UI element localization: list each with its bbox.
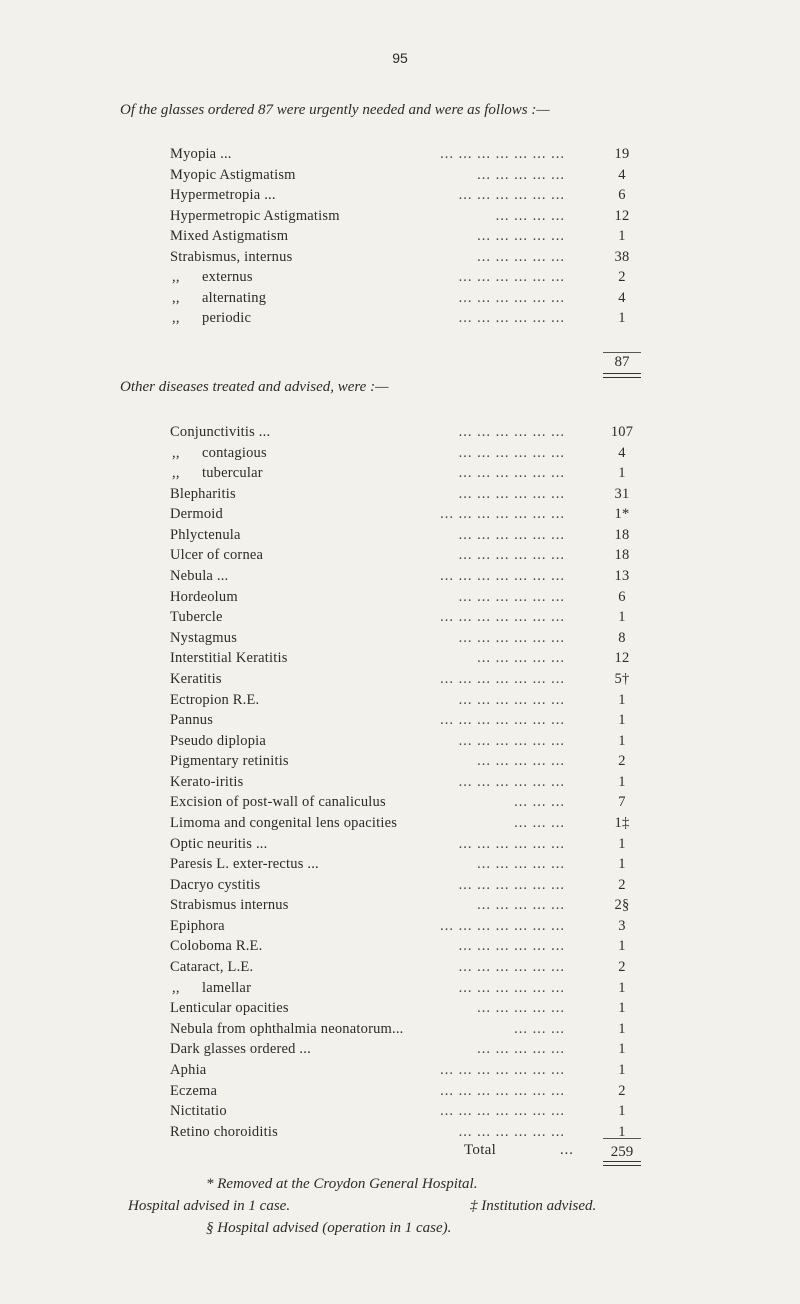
item-value: 1 xyxy=(618,856,626,873)
item-label: Dark glasses ordered ... xyxy=(170,1041,311,1058)
item-label: Pannus xyxy=(170,712,214,729)
list-item xyxy=(170,525,640,546)
item-label xyxy=(170,443,267,464)
item-value: 1 xyxy=(618,228,626,245)
item-value: 1 xyxy=(618,938,626,955)
list-item xyxy=(170,834,640,855)
list-item xyxy=(170,185,640,206)
item-label xyxy=(170,288,266,309)
item-value: 18 xyxy=(614,526,630,543)
item-label-text: alternating xyxy=(202,289,267,306)
item-value: 1 xyxy=(618,609,626,626)
item-value: 4 xyxy=(618,444,626,461)
leader-dots: ... ... ... ... ... ... ... xyxy=(440,1082,565,1099)
item-label: Pigmentary retinitis xyxy=(170,753,289,770)
leader-dots: ... ... ... ... ... xyxy=(477,897,565,914)
list-item xyxy=(170,710,640,731)
item-label: Limoma and congenital lens opacities xyxy=(170,814,398,831)
item-value: 1 xyxy=(618,691,626,708)
leader-dots: ... ... ... ... ... ... ... xyxy=(440,609,565,626)
item-label: Coloboma R.E. xyxy=(170,938,263,955)
item-value: 107 xyxy=(610,424,634,440)
leader-dots: ... ... ... ... ... ... xyxy=(458,588,565,605)
item-value: 1 xyxy=(618,1061,626,1078)
leader-dots: ... ... ... ... ... ... xyxy=(458,691,565,708)
list-item xyxy=(170,267,640,288)
item-label: Mixed Astigmatism xyxy=(170,228,289,245)
total-label: Total xyxy=(464,1142,497,1158)
leader-dots: ... ... ... ... ... ... xyxy=(458,424,565,440)
leader-dots: ... ... ... ... ... xyxy=(477,650,565,667)
item-label xyxy=(170,978,251,999)
item-label: Phlyctenula xyxy=(170,526,241,543)
leader-dots: ... ... ... ... ... ... xyxy=(458,465,565,482)
item-value: 8 xyxy=(618,629,626,646)
item-value: 1* xyxy=(614,506,630,523)
item-label-text: tubercular xyxy=(202,465,263,482)
item-value: 4 xyxy=(618,289,626,306)
item-label: Cataract, L.E. xyxy=(170,959,254,976)
leader-dots: ... ... ... ... ... ... xyxy=(458,629,565,646)
item-value: 19 xyxy=(614,146,630,162)
item-label: Dacryo cystitis xyxy=(170,876,261,893)
item-value: 18 xyxy=(614,547,630,564)
item-value: 5† xyxy=(614,670,630,687)
list-item xyxy=(170,1019,640,1040)
leader-dots: ... ... ... ... ... ... xyxy=(458,526,565,543)
item-label: Eczema xyxy=(170,1082,218,1099)
glasses-total: 87 xyxy=(614,354,630,370)
list-item xyxy=(170,206,640,227)
list-item xyxy=(170,895,640,916)
ditto-mark: ,, xyxy=(172,310,180,327)
item-label: Nebula from ophthalmia neonatorum... xyxy=(170,1020,404,1037)
list-item xyxy=(170,998,640,1019)
leader-dots: ... ... ... xyxy=(514,814,565,831)
item-value: 6 xyxy=(618,588,626,605)
ditto-mark: ,, xyxy=(172,979,180,996)
item-label: Blepharitis xyxy=(170,485,236,502)
leader-dots: ... ... ... ... ... xyxy=(477,1000,565,1017)
sum-rule xyxy=(603,352,641,353)
leader-dots: ... ... ... ... ... ... xyxy=(458,979,565,996)
item-value: 2 xyxy=(618,959,626,976)
leader-dots: ... ... ... ... ... ... ... xyxy=(440,146,565,162)
list-item xyxy=(170,751,640,772)
list-item xyxy=(170,144,640,165)
diseases-total: 259 xyxy=(610,1144,634,1160)
list-item xyxy=(170,607,640,628)
leader-dots: ... ... ... ... ... ... xyxy=(458,187,565,204)
list-item xyxy=(170,1081,640,1102)
list-item xyxy=(170,854,640,875)
leader-dots: ... ... ... ... ... ... xyxy=(458,547,565,564)
item-value: 38 xyxy=(614,248,630,265)
item-label: Nystagmus xyxy=(170,629,238,646)
footnote-double-dagger: ‡ Institution advised. xyxy=(470,1198,597,1214)
item-value: 1 xyxy=(618,465,626,482)
item-value: 1 xyxy=(618,773,626,790)
item-value: 13 xyxy=(614,568,630,585)
leader-dots: ... ... ... ... ... ... xyxy=(458,289,565,306)
item-value: 7 xyxy=(618,794,626,811)
item-label: Lenticular opacities xyxy=(170,1000,289,1017)
list-item xyxy=(170,978,640,999)
item-value: 12 xyxy=(614,650,630,667)
leader-dots: ... ... ... ... ... xyxy=(477,1041,565,1058)
list-item xyxy=(170,957,640,978)
leader-dots: ... ... ... ... ... ... xyxy=(458,732,565,749)
list-item xyxy=(170,875,640,896)
item-label: Ulcer of cornea xyxy=(170,547,264,564)
item-value: 6 xyxy=(618,187,626,204)
item-label: Keratitis xyxy=(170,670,222,687)
item-value: 1 xyxy=(618,1041,626,1058)
list-item xyxy=(170,1101,640,1122)
item-label: Conjunctivitis ... xyxy=(170,424,271,440)
item-label xyxy=(170,463,263,484)
item-value: 1 xyxy=(618,1020,626,1037)
list-item xyxy=(170,772,640,793)
leader-dots: ... ... ... ... ... ... xyxy=(458,1123,565,1140)
leader-dots: ... ... ... ... ... ... ... xyxy=(440,506,565,523)
item-value: 2 xyxy=(618,269,626,286)
item-label: Retino choroiditis xyxy=(170,1123,278,1140)
page-number: 95 xyxy=(392,50,408,66)
leader-dots: ... ... ... ... ... xyxy=(477,248,565,265)
leader-dots: ... ... ... xyxy=(514,794,565,811)
item-value: 2 xyxy=(618,753,626,770)
item-label: Excision of post-wall of canaliculus xyxy=(170,794,386,811)
list-item xyxy=(170,463,640,484)
list-item xyxy=(170,545,640,566)
leader-dots: ... ... ... ... ... ... xyxy=(458,938,565,955)
item-value: 31 xyxy=(614,485,630,502)
leader-dots: ... ... ... ... ... ... xyxy=(458,959,565,976)
list-item xyxy=(170,484,640,505)
list-item xyxy=(170,731,640,752)
item-label: Hypermetropic Astigmatism xyxy=(170,207,340,224)
item-label-text: externus xyxy=(202,269,253,286)
item-label: Paresis L. exter-rectus ... xyxy=(170,856,319,873)
list-item xyxy=(170,308,640,329)
list-item xyxy=(170,443,640,464)
list-item xyxy=(170,916,640,937)
leader-dots: ... ... ... ... ... ... xyxy=(458,269,565,286)
list-item xyxy=(170,165,640,186)
leader-dots: ... ... ... ... ... xyxy=(477,166,565,183)
list-item xyxy=(170,566,640,587)
list-item xyxy=(170,422,640,443)
leader-dots: ... ... ... ... ... ... ... xyxy=(440,712,565,729)
item-value: 2 xyxy=(618,876,626,893)
list-item xyxy=(170,648,640,669)
item-label: Ectropion R.E. xyxy=(170,691,260,708)
item-value: 2 xyxy=(618,1082,626,1099)
leader-dots: ... ... ... ... ... xyxy=(477,753,565,770)
section-heading-diseases: Other diseases treated and advised, were :— xyxy=(120,379,389,395)
item-label: Epiphora xyxy=(170,917,225,934)
leader-dots: ... ... ... ... ... ... xyxy=(458,835,565,852)
footnote-dagger: Hospital advised in 1 case. xyxy=(128,1198,291,1214)
item-label: Kerato-iritis xyxy=(170,773,244,790)
list-item xyxy=(170,813,640,834)
item-label xyxy=(170,267,253,288)
glasses-list xyxy=(170,144,640,329)
leader-dots: ... ... ... ... ... ... ... xyxy=(440,917,565,934)
item-label: Aphia xyxy=(170,1061,207,1078)
item-value: 1 xyxy=(618,979,626,996)
item-value: 3 xyxy=(618,917,626,934)
item-value: 1 xyxy=(618,1000,626,1017)
item-value: 1 xyxy=(618,712,626,729)
item-label-text: contagious xyxy=(202,444,267,461)
leader-dots: ... ... ... ... ... ... ... xyxy=(440,568,565,585)
list-item xyxy=(170,247,640,268)
item-label: Hypermetropia ... xyxy=(170,187,276,204)
leader-dots: ... ... ... ... xyxy=(495,207,565,224)
list-item xyxy=(170,587,640,608)
ditto-mark: ,, xyxy=(172,444,180,461)
item-value: 1 xyxy=(618,835,626,852)
item-value: 1 xyxy=(618,732,626,749)
item-value: 12 xyxy=(614,207,630,224)
leader-dots: ... ... ... ... ... xyxy=(477,228,565,245)
item-label: Interstitial Keratitis xyxy=(170,650,288,667)
item-label: Nictitatio xyxy=(170,1103,227,1120)
ditto-mark: ,, xyxy=(172,289,180,306)
leader-dots: ... ... ... ... ... ... ... xyxy=(440,670,565,687)
list-item xyxy=(170,690,640,711)
footnote-section: § Hospital advised (operation in 1 case). xyxy=(206,1220,452,1236)
item-value: 1‡ xyxy=(614,814,630,831)
item-value: 1 xyxy=(618,310,626,327)
double-rule xyxy=(603,1161,641,1166)
diseases-list xyxy=(170,422,640,1142)
item-label: Dermoid xyxy=(170,506,223,523)
list-item xyxy=(170,288,640,309)
item-label: Nebula ... xyxy=(170,568,229,585)
item-label: Strabismus, internus xyxy=(170,248,293,265)
list-item xyxy=(170,226,640,247)
list-item xyxy=(170,1122,640,1143)
item-value: 1 xyxy=(618,1103,626,1120)
leader-dots: ... ... ... ... ... ... ... xyxy=(440,1061,565,1078)
section-heading-glasses: Of the glasses ordered 87 were urgently needed and were as follows :— xyxy=(120,102,550,118)
item-label-text: lamellar xyxy=(202,979,252,996)
item-label: Tubercle xyxy=(170,609,223,626)
list-item xyxy=(170,936,640,957)
leader-dots: ... ... ... ... ... xyxy=(477,856,565,873)
ditto-mark: ,, xyxy=(172,465,180,482)
list-item xyxy=(170,669,640,690)
sum-rule xyxy=(603,1138,641,1139)
item-label: Myopia ... xyxy=(170,146,232,162)
item-label: Pseudo diplopia xyxy=(170,732,267,749)
item-label: Optic neuritis ... xyxy=(170,835,268,852)
item-label xyxy=(170,308,251,329)
item-label: Myopic Astigmatism xyxy=(170,166,296,183)
list-item xyxy=(170,1039,640,1060)
item-label: Strabismus internus xyxy=(170,897,289,914)
item-label: Hordeolum xyxy=(170,588,238,605)
list-item xyxy=(170,792,640,813)
item-value: 2§ xyxy=(614,897,630,914)
leader-dots: ... ... ... ... ... ... xyxy=(458,485,565,502)
total-leader-dots: ... xyxy=(560,1142,574,1158)
ditto-mark: ,, xyxy=(172,269,180,286)
leader-dots: ... ... ... ... ... ... xyxy=(458,773,565,790)
leader-dots: ... ... ... ... ... ... xyxy=(458,310,565,327)
item-value: 4 xyxy=(618,166,626,183)
footnote-star: * Removed at the Croydon General Hospital. xyxy=(206,1176,478,1192)
item-label-text: periodic xyxy=(202,310,252,327)
list-item xyxy=(170,1060,640,1081)
leader-dots: ... ... ... xyxy=(514,1020,565,1037)
leader-dots: ... ... ... ... ... ... ... xyxy=(440,1103,565,1120)
item-value: 1 xyxy=(618,1123,626,1140)
list-item xyxy=(170,628,640,649)
leader-dots: ... ... ... ... ... ... xyxy=(458,876,565,893)
leader-dots: ... ... ... ... ... ... xyxy=(458,444,565,461)
list-item xyxy=(170,504,640,525)
